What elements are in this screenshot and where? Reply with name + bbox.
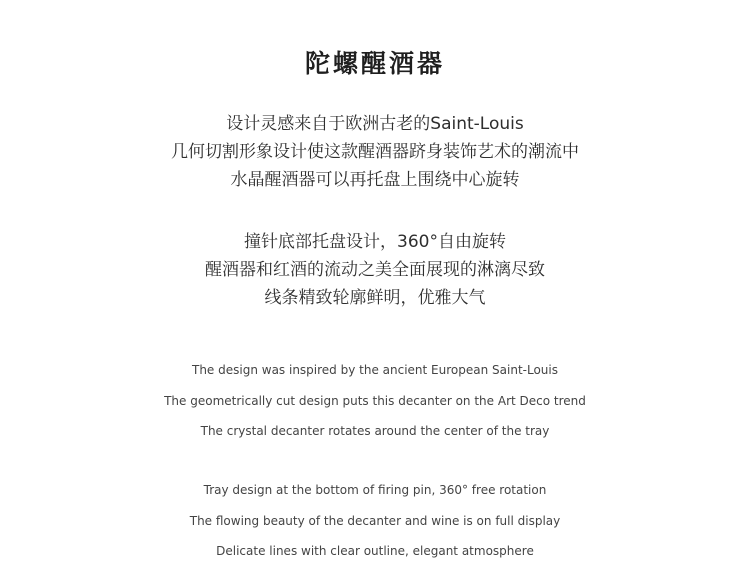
chinese-line: 设计灵感来自于欧洲古老的Saint-Louis — [226, 114, 524, 134]
english-line: Delicate lines with clear outline, elegant atmosphere — [216, 544, 534, 558]
chinese-line: 线条精致轮廓鲜明，优雅大气 — [264, 288, 486, 308]
page-title: 陀螺醒酒器 — [304, 49, 445, 78]
english-line: Tray design at the bottom of firing pin, 360° free rotation — [203, 483, 547, 497]
english-line: The flowing beauty of the decanter and wine is on full display — [189, 513, 561, 528]
chinese-paragraph-design-inspiration — [0, 110, 750, 194]
chinese-line: 几何切割形象设计使这款醒酒器跻身装饰艺术的潮流中 — [171, 142, 579, 162]
english-paragraph-design-inspiration — [0, 355, 750, 447]
english-line: The crystal decanter rotates around the center of the tray — [200, 424, 550, 438]
english-paragraph-tray-rotation — [0, 475, 750, 567]
chinese-line: 醒酒器和红酒的流动之美全面展现的淋漓尽致 — [205, 260, 545, 280]
english-line: The geometrically cut design puts this decanter on the Art Deco trend — [164, 393, 586, 408]
chinese-line: 水晶醒酒器可以再托盘上围绕中心旋转 — [230, 170, 520, 190]
english-line: The design was inspired by the ancient European Saint-Louis — [192, 363, 558, 377]
chinese-paragraph-tray-rotation — [0, 228, 750, 312]
chinese-line: 撞针底部托盘设计，360°自由旋转 — [244, 232, 506, 252]
